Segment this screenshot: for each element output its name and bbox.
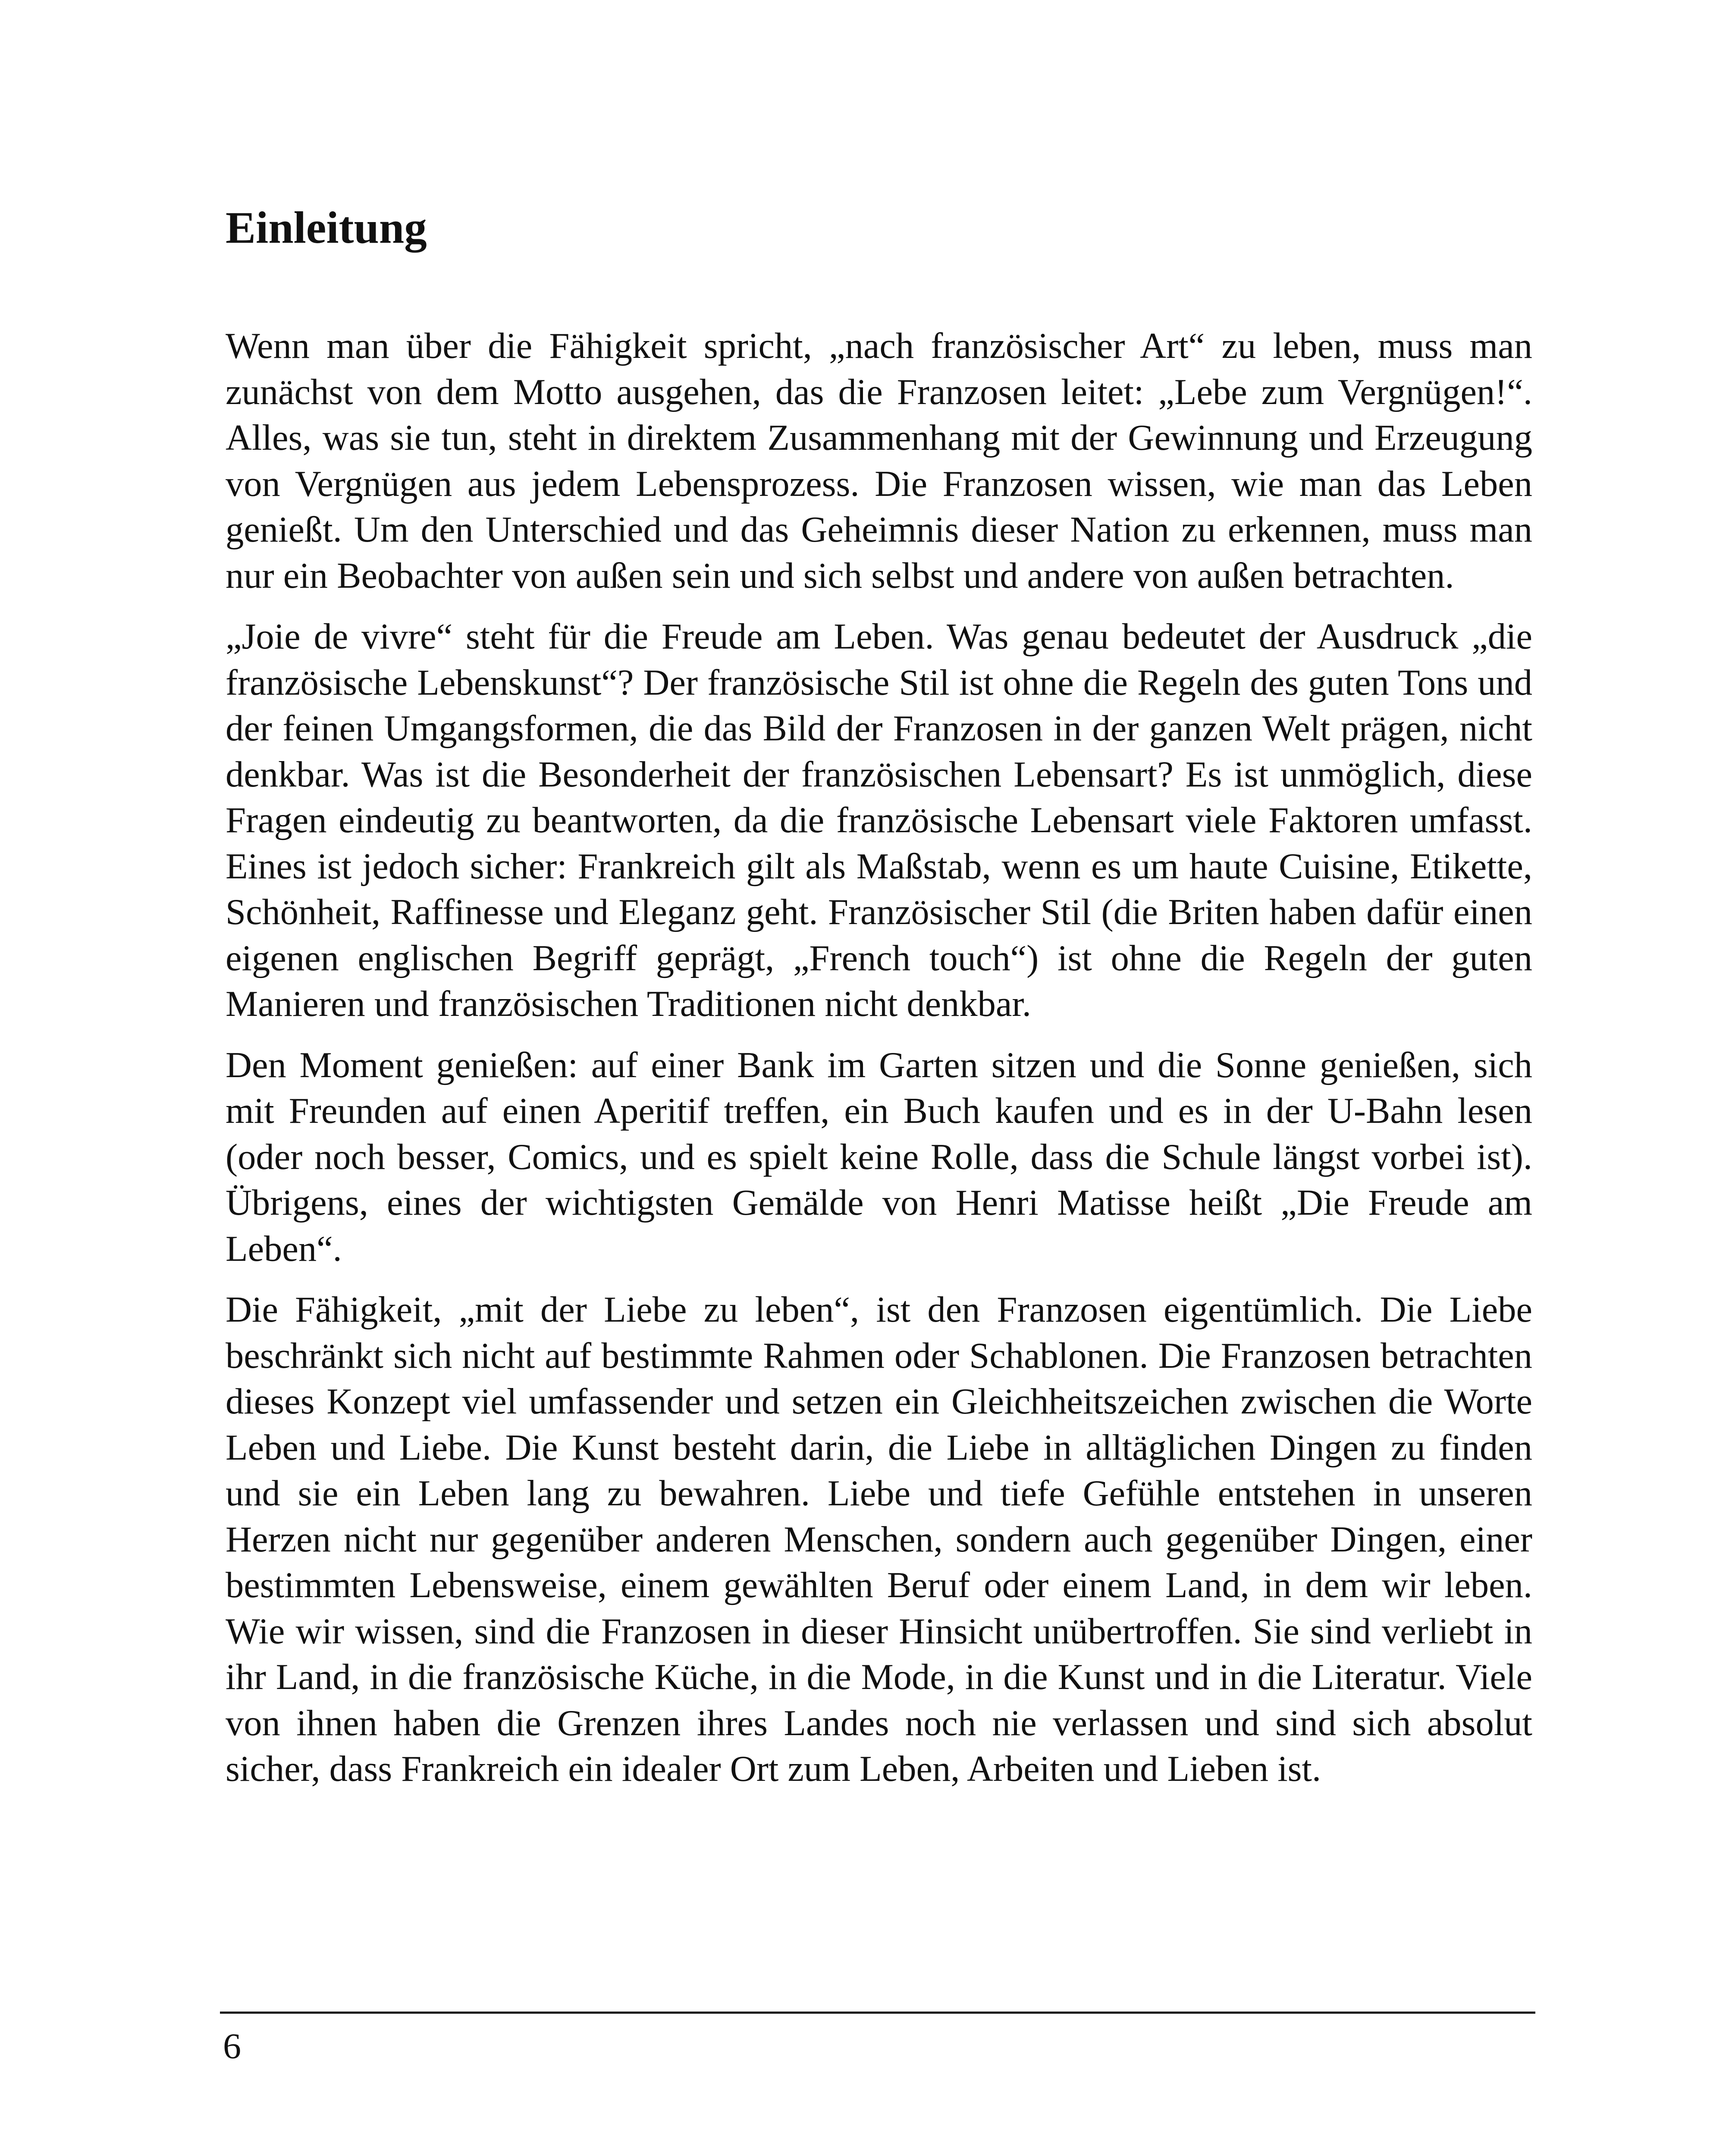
chapter-heading: Einleitung [226, 202, 427, 253]
page-number: 6 [223, 2026, 241, 2066]
paragraph-3: Den Moment genießen: auf einer Bank im Garten sitzen und die Sonne genießen, sich mit Freunden auf einen Aperitif treffen, ein Buch kaufen und es in der U-Bahn lesen (oder noch besser, Comics, und es spielt keine Rolle, dass die Schule längst vorbei ist). Übrigens, eines der wichtigsten Gemälde von Henri Matisse heißt „Die Freude am Leben“. [226, 1045, 1532, 1269]
body-text [226, 323, 1532, 1808]
paragraph-2: „Joie de vivre“ steht für die Freude am Leben. Was genau bedeutet der Ausdruck „die französische Lebenskunst“? Der französische Stil ist ohne die Regeln des guten Tons und der feinen Umgangsformen, die das Bild der Franzosen in der ganzen Welt prägen, nicht denkbar. Was ist die Besonderheit der französischen Lebensart? Es ist unmöglich, diese Fragen eindeutig zu beantworten, da die französische Lebensart viele Faktoren umfasst. Eines ist jedoch sicher: Frankreich gilt als Maßstab, wenn es um haute Cuisine, Etikette, Schönheit, Raffinesse und Eleganz geht. Französischer Stil (die Briten haben dafür einen eigenen englischen Begriff geprägt, „French touch“) ist ohne die Regeln der guten Manieren und französischen Traditionen nicht denkbar. [226, 617, 1532, 1024]
paragraph-4: Die Fähigkeit, „mit der Liebe zu leben“, ist den Franzosen eigentümlich. Die Liebe beschränkt sich nicht auf bestimmte Rahmen oder Schablonen. Die Franzosen betrachten dieses Konzept viel umfassender und setzen ein Gleichheitszeichen zwischen die Worte Leben und Liebe. Die Kunst besteht darin, die Liebe in alltäglichen Dingen zu finden und sie ein Leben lang zu bewahren. Liebe und tiefe Gefühle entstehen in unseren Herzen nicht nur gegenüber anderen Menschen, sondern auch gegenüber Dingen, einer bestimmten Lebensweise, einem gewählten Beruf oder einem Land, in dem wir leben. Wie wir wissen, sind die Franzosen in dieser Hinsicht unübertroffen. Sie sind verliebt in ihr Land, in die französische Küche, in die Mode, in die Kunst und in die Literatur. Viele von ihnen haben die Grenzen ihres Landes noch nie verlassen und sind sich absolut sicher, dass Frankreich ein idealer Ort zum Leben, Arbeiten und Lieben ist. [226, 1290, 1532, 1789]
paragraph-1: Wenn man über die Fähigkeit spricht, „nach französischer Art“ zu leben, muss man zunächst von dem Motto ausgehen, das die Franzosen leitet: „Lebe zum Vergnügen!“. Alles, was sie tun, steht in direktem Zusammenhang mit der Gewinnung und Erzeugung von Vergnügen aus jedem Lebensprozess. Die Franzosen wissen, wie man das Leben genießt. Um den Unterschied und das Geheimnis dieser Nation zu erkennen, muss man nur ein Beobachter von außen sein und sich selbst und andere von außen betrachten. [226, 326, 1532, 596]
footer-divider [220, 2012, 1535, 2014]
